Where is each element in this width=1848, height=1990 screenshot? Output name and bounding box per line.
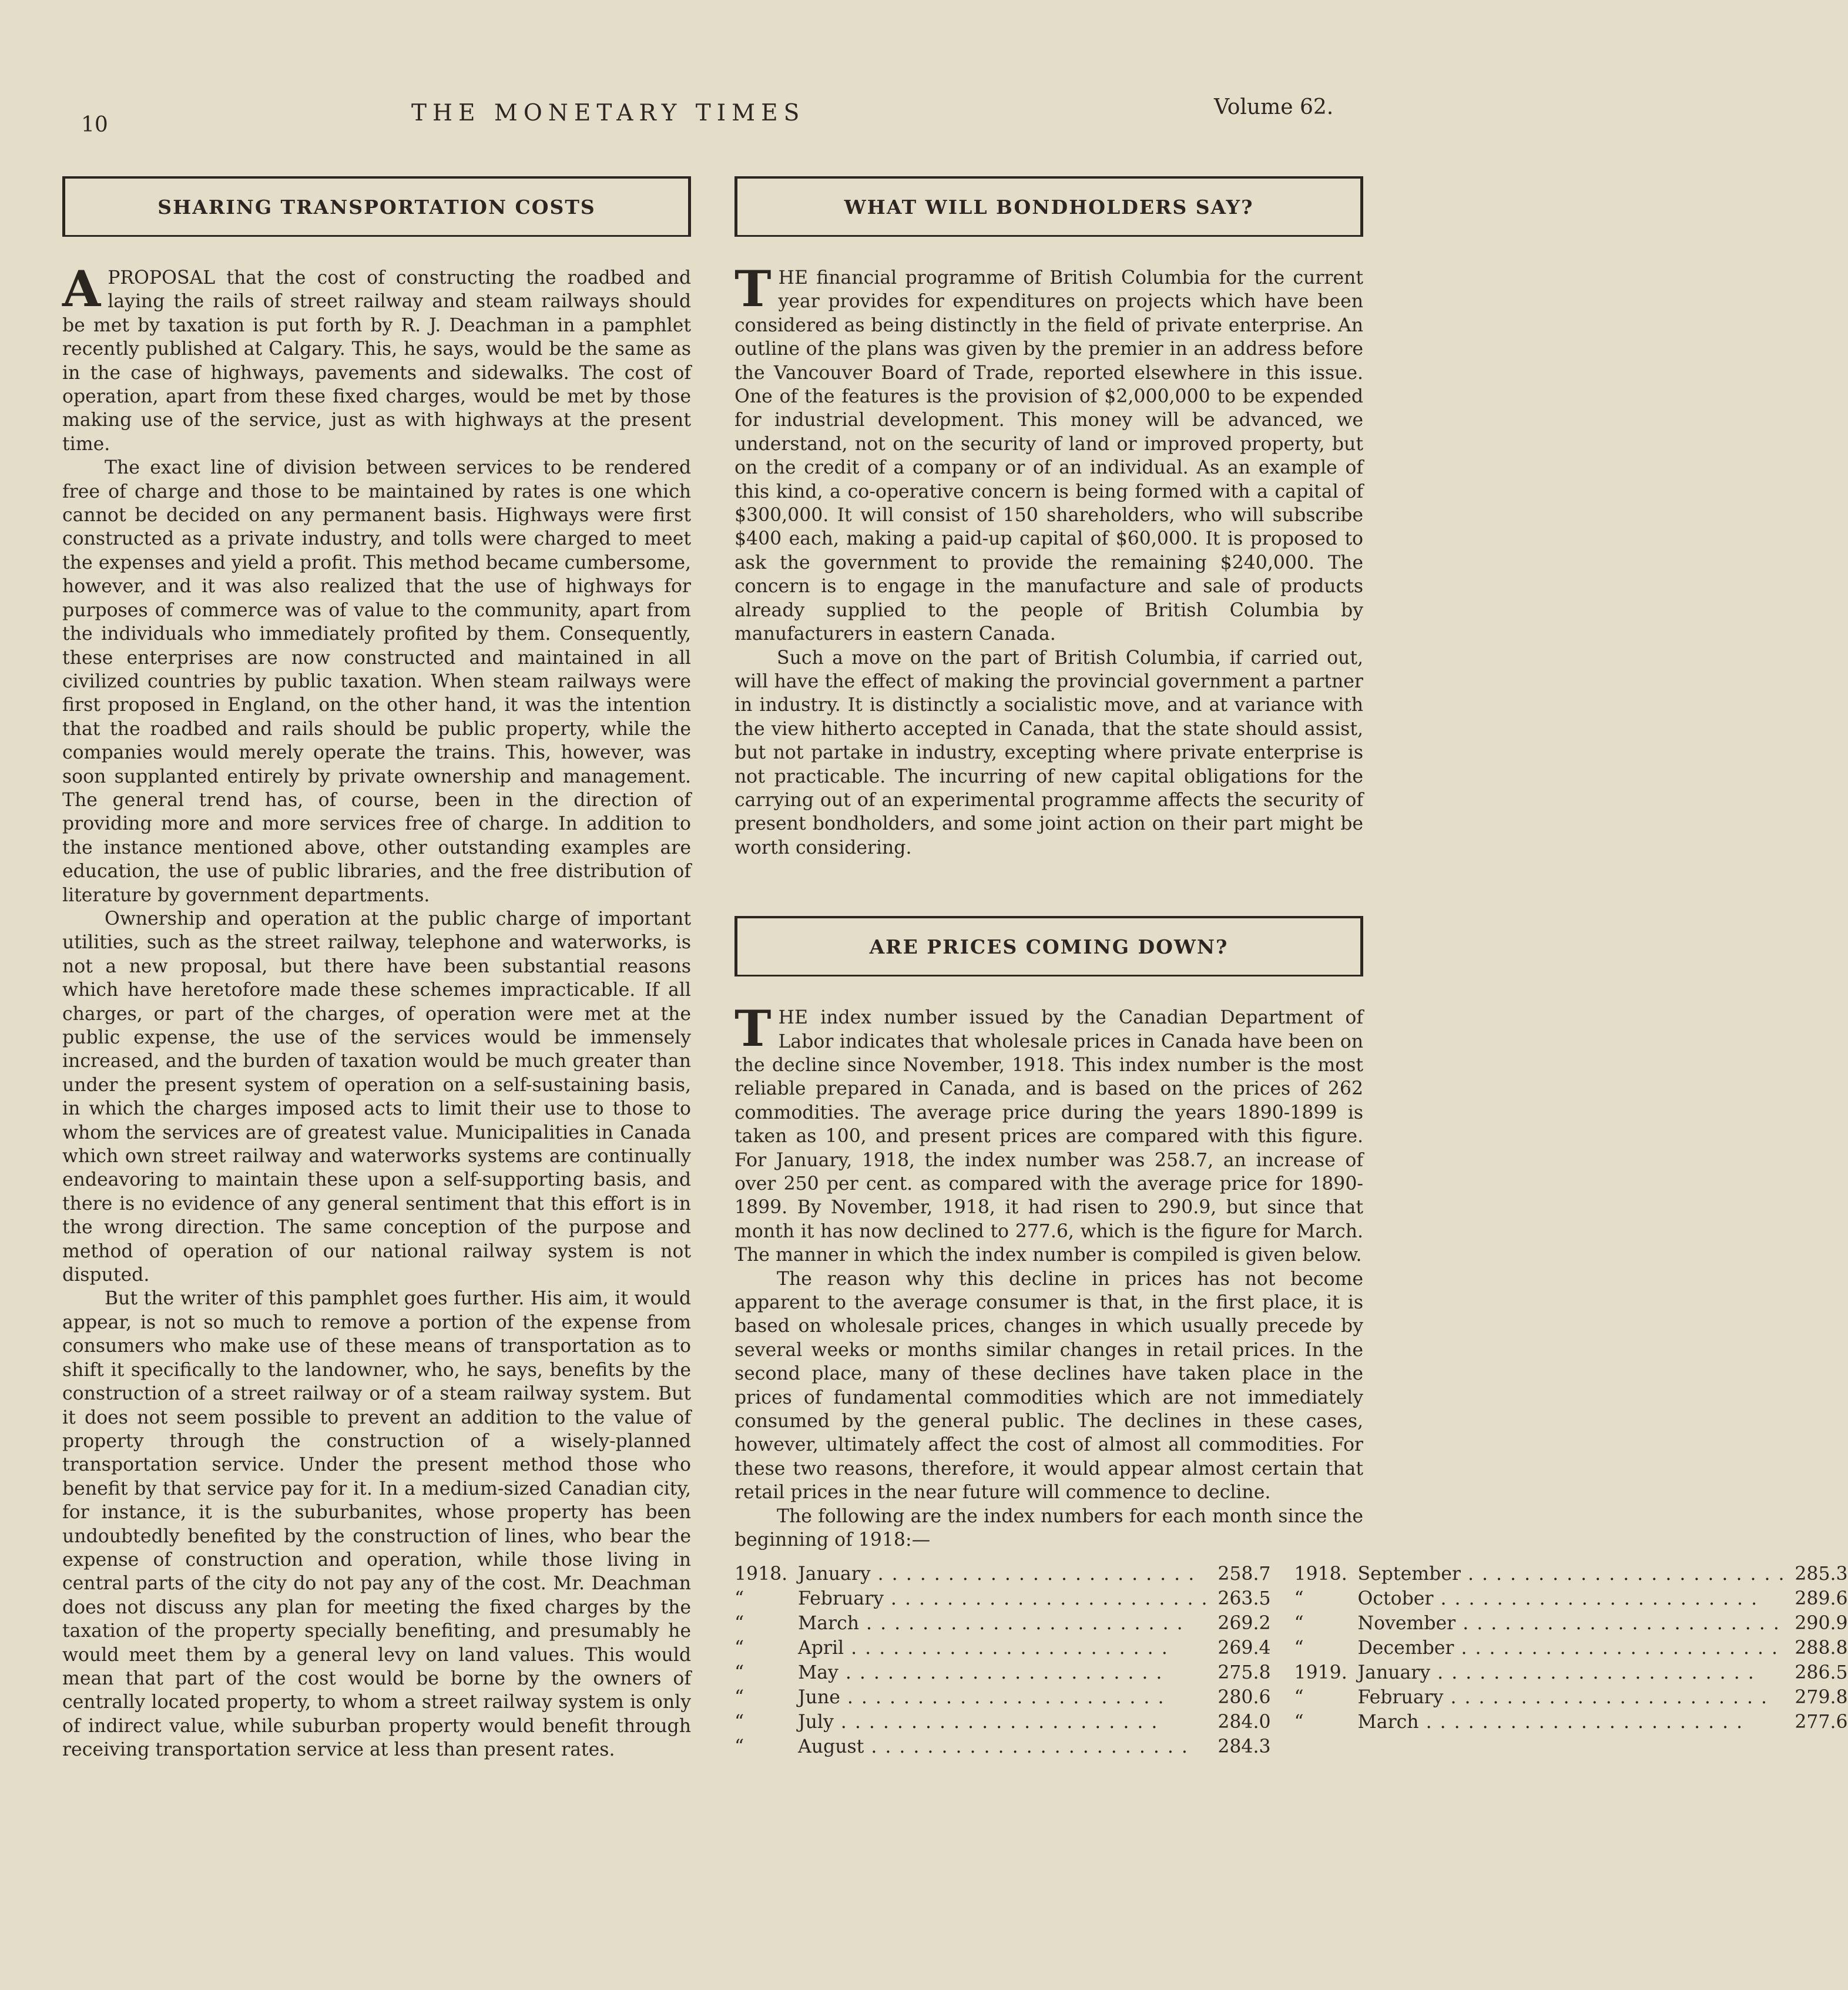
index-table-row (734, 1685, 1271, 1710)
index-value: 285.3 (1795, 1563, 1848, 1585)
index-number-table (734, 1562, 1848, 1759)
index-year: 1919. (1294, 1662, 1347, 1683)
index-table-row (1294, 1611, 1848, 1636)
index-month: December . . . (1358, 1636, 1786, 1660)
index-value: 277.6 (1795, 1711, 1848, 1733)
index-year: “ (1294, 1637, 1304, 1659)
index-value: 275.8 (1218, 1662, 1271, 1683)
index-value: 269.2 (1218, 1612, 1271, 1634)
index-month: March . . . (798, 1611, 1209, 1636)
drop-cap: A (62, 260, 101, 318)
index-value: 290.9 (1795, 1612, 1848, 1634)
article-sharing-transportation (62, 260, 691, 1762)
index-month: January . . . (798, 1562, 1209, 1586)
article-paragraph: THE index number issued by the Canadian Department of Labor indicates that wholesale prices in Canada have been on the decline since November, 1918. This index number is the most reliable prepared in Canada, and is based on the prices of 262 commodities. The average price during the years 1890-1899 is taken as 100, and present prices are compared with this figure. For January, 1918, the index number was 258.7, an increase of over 250 per cent. as compared with the average price for 1890-1899. By November, 1918, it had risen to 290.9, but since that month it has now declined to 277.6, which is the figure for March. The manner in which the index number is compiled is given below. (734, 999, 1363, 1266)
index-year: “ (1294, 1686, 1304, 1708)
index-table-row (1294, 1710, 1848, 1734)
index-table-row (734, 1636, 1271, 1660)
index-value: 289.6 (1795, 1588, 1848, 1609)
article-prices (734, 999, 1363, 1552)
index-year: “ (1294, 1711, 1304, 1733)
article-heading-sharing: SHARING TRANSPORTATION COSTS (62, 176, 691, 237)
index-value: 280.6 (1218, 1686, 1271, 1708)
index-year: “ (734, 1686, 744, 1708)
article-paragraph: The following are the index numbers for each month since the beginning of 1918:— (734, 1505, 1363, 1551)
drop-cap: T (734, 999, 772, 1058)
article-paragraph: A PROPOSAL that the cost of constructing the roadbed and laying the rails of street railway and steam railways should be met by taxation is put forth by R. J. Deachman in a pamphlet recently published at Calgary. This, he says, would be the same as in the case of highways, pavements and sidewalks. The cost of operation, apart from these fixed charges, would be met by those making use of the service, just as with highways at the present time. (62, 260, 691, 455)
article-paragraph: THE financial programme of British Columbia for the current year provides for expenditures on projects which have been considered as being distinctly in the field of private enterprise. An outline of the plans was given by the premier in an address before the Vancouver Board of Trade, reported elsewhere in this issue. One of the features is the provision of $2,000,000 to be expended for industrial development. This money will be advanced, we understand, not on the security of land or improved property, but on the credit of a company or of an individual. As an example of this kind, a co-operative concern is being formed with a capital of $300,000. It will consist of 150 shareholders, who will subscribe $400 each, making a paid-up capital of $60,000. It is proposed to ask the government to provide the remaining $240,000. The concern is to engage in the manufacture and sale of products already supplied to the people of British Columbia by manufacturers in eastern Canada. (734, 260, 1363, 645)
index-value: 269.4 (1218, 1637, 1271, 1659)
index-table-row (1294, 1636, 1848, 1660)
index-table-row (734, 1611, 1271, 1636)
article-paragraph: Ownership and operation at the public charge of important utilities, such as the street railway, telephone and waterworks, is not a new proposal, but there have been substantial reasons which have heretofore made these schemes impracticable. If all charges, or part of the charges, of operation were met at the public expense, the use of the services would be immensely increased, and the burden of taxation would be much greater than under the present system of operation on a self-sustaining basis, in which the charges imposed acts to limit their use to those to whom the services are of greatest value. Municipalities in Canada which own street railway and waterworks systems are continually endeavoring to maintain these upon a self-supporting basis, and there is no evidence of any general sentiment that this effort is in the wrong direction. The same conception of the purpose and method of operation of our national railway system is not disputed. (62, 908, 691, 1286)
page-number: 10 (81, 113, 108, 137)
article-heading-prices: ARE PRICES COMING DOWN? (734, 916, 1363, 976)
index-table-row (734, 1734, 1271, 1759)
left-column (62, 176, 691, 1762)
index-year: “ (734, 1612, 744, 1634)
index-table-right-column (1294, 1562, 1848, 1759)
right-column (734, 176, 1848, 1759)
index-value: 284.0 (1218, 1711, 1271, 1733)
drop-cap: T (734, 260, 772, 318)
index-value: 286.5 (1795, 1662, 1848, 1683)
index-value: 279.8 (1795, 1686, 1848, 1708)
index-month: February . . . (1358, 1685, 1786, 1710)
index-month: June . . . (798, 1685, 1209, 1710)
index-year: “ (734, 1711, 744, 1733)
masthead: THE MONETARY TIMES (411, 100, 806, 126)
index-value: 258.7 (1218, 1563, 1271, 1585)
index-month: April . . . (798, 1636, 1209, 1660)
volume-label: Volume 62. (1214, 95, 1334, 119)
index-table-row (1294, 1660, 1848, 1685)
index-year: “ (734, 1637, 744, 1659)
article-paragraph: Such a move on the part of British Columbia, if carried out, will have the effect of making the provincial government a partner in industry. It is distinctly a socialistic move, and at variance with the view hitherto accepted in Canada, that the state should assist, but not partake in industry, excepting where private enterprise is not practicable. The incurring of new capital obligations for the carrying out of an experimental programme affects the security of present bondholders, and some joint action on their part might be worth considering. (734, 647, 1363, 858)
index-value: 288.8 (1795, 1637, 1848, 1659)
index-table-row (1294, 1562, 1848, 1586)
index-year: “ (734, 1662, 744, 1683)
index-table-row (734, 1562, 1271, 1586)
index-year: “ (1294, 1612, 1304, 1634)
index-month: March . . . (1358, 1710, 1786, 1734)
article-paragraph: The reason why this decline in prices has not become apparent to the average consumer is that, in the first place, it is based on wholesale prices, changes in which usually precede by several weeks or months similar changes in retail prices. In the second place, many of these declines have taken place in the prices of fundamental commodities which are not immediately consumed by the general public. The declines in these cases, however, ultimately affect the cost of almost all commodities. For these two reasons, therefore, it would appear almost certain that retail prices in the near future will commence to decline. (734, 1268, 1363, 1504)
article-bondholders (734, 260, 1363, 860)
article-paragraph: The exact line of division between services to be rendered free of charge and those to be maintained by rates is one which cannot be decided on any permanent basis. Highways were first constructed as a private industry, and tolls were charged to meet the expenses and yield a profit. This method became cumbersome, however, and it was also realized that the use of highways for purposes of commerce was of value to the community, apart from the individuals who immediately profited by them. Consequently, these enterprises are now constructed and maintained in all civilized countries by public taxation. When steam railways were first proposed in England, on the other hand, it was the intention that the roadbed and rails should be public property, while the companies would merely operate the trains. This, however, was soon supplanted entirely by private ownership and management. The general trend has, of course, been in the direction of providing more and more services free of charge. In addition to the instance mentioned above, other outstanding examples are education, the use of public libraries, and the free distribution of literature by government departments. (62, 457, 691, 906)
index-month: September . . . (1358, 1562, 1786, 1586)
index-month: August . . . (798, 1734, 1209, 1759)
index-table-row (1294, 1685, 1848, 1710)
index-table-row (734, 1586, 1271, 1611)
index-month: July . . . (798, 1710, 1209, 1734)
index-value: 284.3 (1218, 1736, 1271, 1757)
index-month: November . . . (1358, 1611, 1786, 1636)
index-month: January . . . (1358, 1660, 1786, 1685)
index-year: “ (734, 1588, 744, 1609)
article-heading-bondholders: WHAT WILL BONDHOLDERS SAY? (734, 176, 1363, 237)
index-month: October . . . (1358, 1586, 1786, 1611)
index-month: May . . . (798, 1660, 1209, 1685)
index-table-row (1294, 1586, 1848, 1611)
index-year: “ (1294, 1588, 1304, 1609)
index-month: February . . . (798, 1586, 1209, 1611)
index-year: 1918. (734, 1563, 788, 1585)
index-year: 1918. (1294, 1563, 1347, 1585)
index-table-row (734, 1710, 1271, 1734)
index-value: 263.5 (1218, 1588, 1271, 1609)
index-year: “ (734, 1736, 744, 1757)
article-paragraph: But the writer of this pamphlet goes further. His aim, it would appear, is not so much to remove a portion of the expense from consumers who make use of these means of transportation as to shift it specifically to the landowner, who, he says, benefits by the construction of a street railway or of a steam railway system. But it does not seem possible to prevent an addition to the value of property through the construction of a wisely-planned transportation service. Under the present method those who benefit by that service pay for it. In a medium-sized Canadian city, for instance, it is the suburbanites, whose property has been undoubtedly benefited by the construction of lines, who bear the expense of construction and operation, while those living in central parts of the city do not pay any of the cost. Mr. Deachman does not discuss any plan for meeting the fixed charges by the taxation of the property specially benefiting, and presumably he would meet them by a general levy on land values. This would mean that part of the cost would be borne by the owners of centrally located property, to whom a street railway system is only of indirect value, while suburban property would benefit through receiving transportation service at less than present rates. (62, 1288, 691, 1761)
index-table-left-column (734, 1562, 1271, 1759)
index-table-row (734, 1660, 1271, 1685)
